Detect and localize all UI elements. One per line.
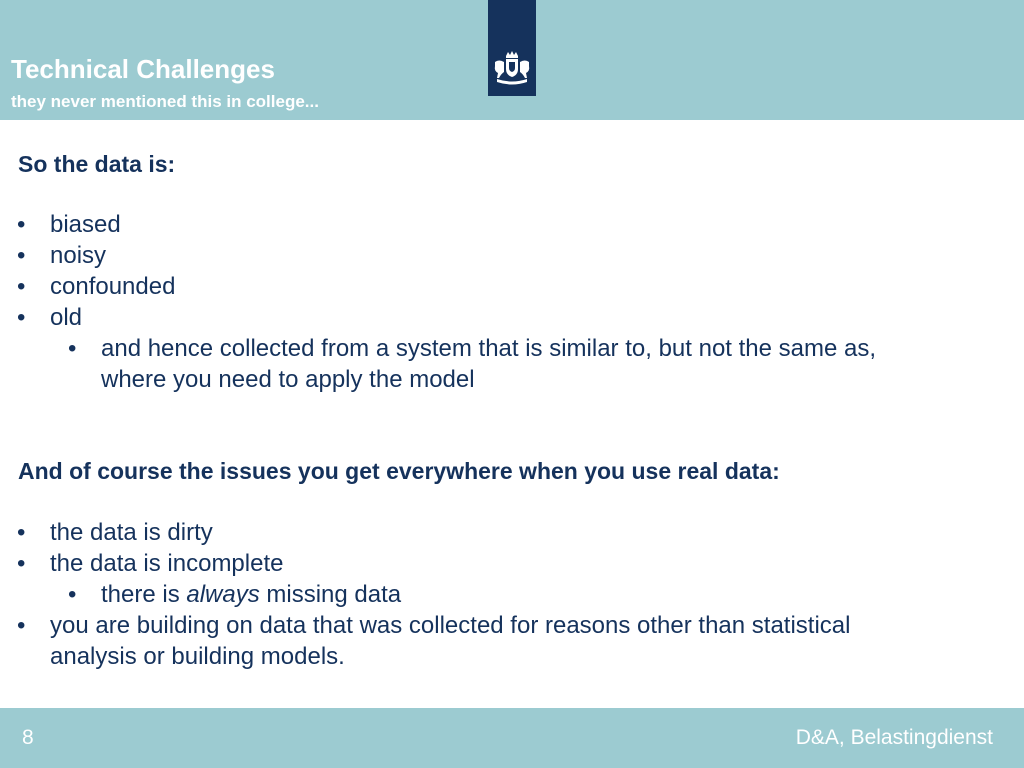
slide-title: Technical Challenges [11,54,275,84]
list-item-text: biased [50,211,121,238]
section-heading-real-data: And of course the issues you get everywhere when you use real data: [18,458,780,484]
text-suffix: missing data [259,581,402,608]
slide-header [0,0,1024,120]
list-item-continuation: analysis or building models. [50,643,345,670]
bullet-icon: • [17,304,26,331]
list-item-text: noisy [50,242,107,269]
bullet-icon: • [17,242,26,269]
emphasis-text: always [186,581,260,608]
slide-subtitle: they never mentioned this in college... [11,92,319,111]
bullet-icon: • [68,335,77,362]
coat-of-arms-icon [491,50,533,86]
slide-footer [0,708,1024,768]
section-heading-data-is: So the data is: [18,151,176,177]
bullet-icon: • [17,550,26,577]
bullet-icon: • [17,612,26,639]
sub-list-item-text [101,579,401,610]
list-item-text: old [50,304,83,331]
bullet-icon: • [17,519,26,546]
list-item-text: you are building on data that was collected for reasons other than statistical [50,612,851,639]
bullet-icon: • [17,273,26,300]
list-item-text: confounded [50,273,176,300]
list-item-text: the data is incomplete [50,550,284,577]
sub-list-item-text: and hence collected from a system that is similar to, but not the same as, [101,335,877,362]
logo [488,0,536,96]
footer-organization: D&A, Belastingdienst [795,726,993,749]
page-number: 8 [22,726,34,749]
list-item-text: the data is dirty [50,519,213,546]
slide-content [0,120,1024,708]
bullet-icon: • [68,581,77,608]
bullet-icon: • [17,211,26,238]
text-prefix: there is [101,581,187,608]
sub-list-item-continuation: where you need to apply the model [101,366,475,393]
